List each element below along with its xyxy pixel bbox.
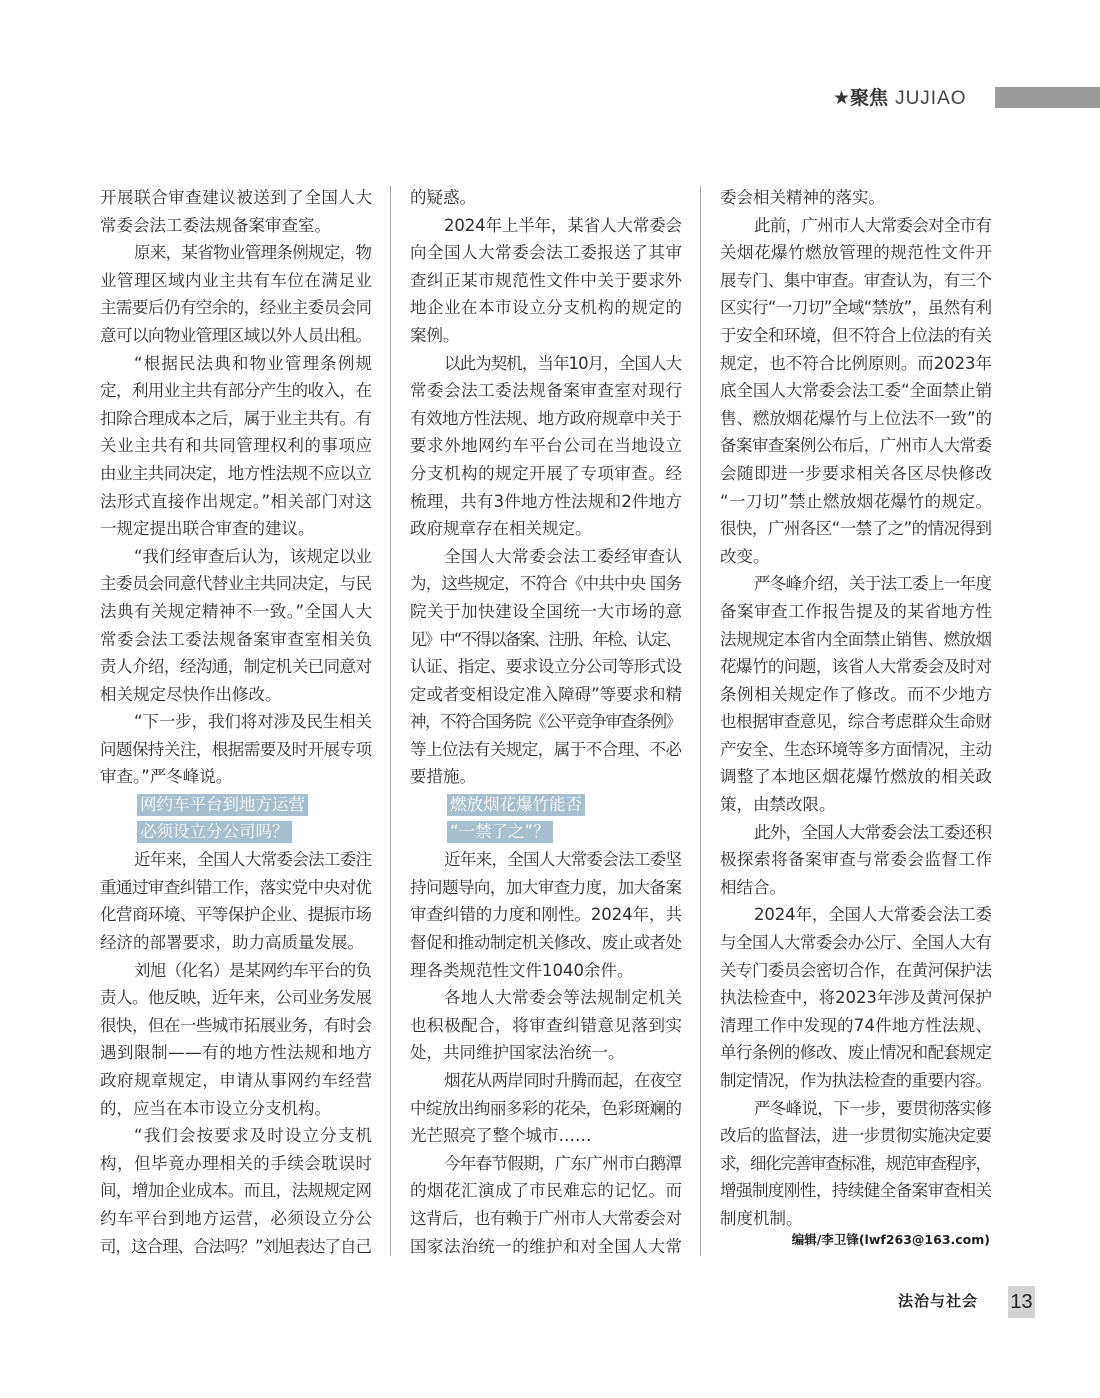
line-text: 增强制度刚性，持续健全备案审查相关 xyxy=(720,1181,992,1201)
line-text: 持问题导向，加大审查力度，加大备案 xyxy=(410,877,682,897)
paragraph xyxy=(410,212,682,350)
line-text: 司，这合理、合法吗？”刘旭表达了自己 xyxy=(100,1236,371,1256)
line-text: 梳理，共有3件地方性法规和2件地方 xyxy=(410,491,683,511)
paragraph xyxy=(410,350,682,543)
text-line xyxy=(100,901,372,929)
paragraph xyxy=(410,184,682,212)
line-text: 政府规章规定，申请从事网约车经营 xyxy=(100,1071,373,1090)
text-line xyxy=(720,543,992,571)
line-text: 于安全和环境，但不符合上位法的有关 xyxy=(720,325,992,345)
text-line xyxy=(720,460,992,488)
line-text: 关专门委员会密切合作，在黄河保护法 xyxy=(720,960,992,980)
line-text: 法规规定本省内全面禁止销售、燃放烟 xyxy=(720,629,992,649)
line-text: 近年来，全国人大常委会法工委坚 xyxy=(444,850,682,870)
text-line xyxy=(720,653,992,681)
line-text: 单行条例的修改、废止情况和配套规定 xyxy=(720,1043,992,1063)
heading-text: 网约车平台到地方运营 xyxy=(137,794,308,816)
text-line xyxy=(100,239,372,267)
article-column xyxy=(410,184,682,1260)
line-text: 的，应当在本市设立分支机构。 xyxy=(100,1098,331,1118)
line-text: 原来，某省物业管理条例规定，物 xyxy=(134,243,372,263)
line-text: 各地人大常委会等法规制定机关 xyxy=(444,988,683,1008)
text-line xyxy=(100,846,372,874)
text-line xyxy=(410,377,682,405)
text-line xyxy=(410,294,682,322)
paragraph xyxy=(100,350,372,543)
text-line xyxy=(720,957,992,985)
text-line xyxy=(720,846,992,874)
text-line xyxy=(100,460,372,488)
line-text: 分支机构的规定开展了专项审查。经 xyxy=(410,463,683,483)
line-text: 构，但毕竟办理相关的手续会耽误时 xyxy=(100,1153,373,1173)
column-divider xyxy=(390,186,391,1256)
text-line xyxy=(100,763,372,791)
heading-text: 必须设立分公司吗？ xyxy=(137,821,292,843)
line-text: 定或者变相设定准入障碍”等要求和精 xyxy=(410,684,682,704)
paragraph xyxy=(410,1150,682,1260)
text-line xyxy=(100,957,372,985)
text-line xyxy=(410,1095,682,1123)
text-line xyxy=(100,1150,372,1178)
text-line xyxy=(100,543,372,571)
line-text: 有效地方性法规、地方政府规章中关于 xyxy=(410,408,682,428)
line-text: 也根据审查意见，综合考虑群众生命财 xyxy=(720,712,992,732)
text-line xyxy=(100,184,372,212)
line-text: 扣除合理成本之后，属于业主共有。有 xyxy=(100,408,372,428)
line-text: 关业主共有和共同管理权利的事项应 xyxy=(100,436,373,456)
text-line xyxy=(720,1039,992,1067)
text-line xyxy=(720,681,992,709)
line-text: 今年春节假期，广东广州市白鹅潭 xyxy=(444,1153,682,1173)
text-line xyxy=(720,515,992,543)
text-line xyxy=(720,1122,992,1150)
line-text: 条例相关规定作了修改。而不少地方 xyxy=(720,684,993,704)
line-text: 2024年，全国人大常委会法工委 xyxy=(754,905,992,925)
paragraph xyxy=(100,184,372,239)
line-text: 很快，但在一些城市拓展业务，有时会 xyxy=(100,1015,372,1035)
text-line xyxy=(100,1095,372,1123)
line-text: 要求外地网约车平台公司在当地设立 xyxy=(410,436,683,456)
line-text: 责人。他反映，近年来，公司业务发展 xyxy=(100,988,372,1008)
heading-line xyxy=(100,791,372,819)
text-line xyxy=(720,239,992,267)
line-text: 案例。 xyxy=(410,325,460,345)
line-text: 为，这些规定，不符合《中共中央 国务 xyxy=(410,574,682,594)
line-text: 遇到限制——有的地方性法规和地方 xyxy=(100,1043,373,1063)
line-text: 关烟花爆竹燃放管理的规范性文件开 xyxy=(720,243,993,263)
line-text: 化营商环境、平等保护企业、提振市场 xyxy=(100,905,372,925)
text-line xyxy=(410,432,682,460)
line-text: 主委员会同意代替业主共同决定，与民 xyxy=(100,574,372,594)
text-line xyxy=(720,294,992,322)
heading-text: “一禁了之”？ xyxy=(447,821,553,843)
line-text: 全国人大常委会法工委经审查认 xyxy=(444,546,683,566)
section-heading xyxy=(410,791,682,846)
text-line xyxy=(410,957,682,985)
paragraph xyxy=(720,184,992,212)
line-text: 见》中“不得以备案、注册、年检、认定、 xyxy=(410,629,681,649)
paragraph xyxy=(100,846,372,956)
section-title: 聚焦 xyxy=(850,87,889,109)
text-line xyxy=(100,929,372,957)
line-text: 极探索将备案审查与常委会监督工作 xyxy=(720,850,993,870)
line-text: 展专门、集中审查。审查认为，有三个 xyxy=(720,270,992,290)
text-line xyxy=(720,984,992,1012)
line-text: 此外，全国人大常委会法工委还积 xyxy=(754,822,992,842)
article-column xyxy=(720,184,992,1233)
line-text: 清理工作中发现的74件地方性法规、 xyxy=(720,1015,993,1035)
header-bar xyxy=(995,87,1100,108)
heading-text: 燃放烟花爆竹能否 xyxy=(447,794,585,816)
line-text: 备案审查工作报告提及的某省地方性 xyxy=(720,601,993,621)
paragraph xyxy=(720,570,992,818)
text-line xyxy=(720,1205,992,1233)
text-line xyxy=(720,350,992,378)
line-text: 开展联合审查建议被送到了全国人大 xyxy=(100,188,373,207)
text-line xyxy=(720,267,992,295)
text-line xyxy=(410,653,682,681)
text-line xyxy=(720,184,992,212)
line-text: 要措施。 xyxy=(410,767,476,787)
text-line xyxy=(720,874,992,902)
paragraph xyxy=(410,543,682,791)
line-text: 求，细化完善审查标准，规范审查程序， xyxy=(720,1153,991,1173)
editor-credit: 编辑/李卫锋(lwf263@163.com) xyxy=(791,1232,990,1247)
line-text: 这背后，也有赖于广州市人大常委会对 xyxy=(410,1208,682,1228)
text-line xyxy=(410,322,682,350)
line-text: 区实行“一刀切”全域“禁放”，虽然有利 xyxy=(720,298,992,318)
paragraph xyxy=(410,846,682,984)
text-line xyxy=(410,1067,682,1095)
line-text: 刘旭（化名）是某网约车平台的负 xyxy=(134,960,372,980)
text-line xyxy=(720,929,992,957)
text-line xyxy=(720,598,992,626)
text-line xyxy=(410,460,682,488)
text-line xyxy=(100,1233,372,1261)
line-text: “根据民法典和物业管理条例规 xyxy=(134,353,374,373)
paragraph xyxy=(720,212,992,571)
line-text: 等上位法有关规定，属于不合理、不必 xyxy=(410,739,682,759)
line-text: 处，共同维护国家法治统一。 xyxy=(410,1043,625,1063)
text-line xyxy=(410,543,682,571)
line-text: 此前，广州市人大常委会对全市有 xyxy=(754,215,992,235)
paragraph xyxy=(410,984,682,1067)
text-line xyxy=(410,1122,682,1150)
line-text: 责人介绍，经沟通，制定机关已同意对 xyxy=(100,657,372,677)
line-text: 花爆竹的问题，该省人大常委会及时对 xyxy=(720,657,992,677)
text-line xyxy=(410,267,682,295)
line-text: 经济的部署要求，助力高质量发展。 xyxy=(100,933,364,953)
line-text: 严冬峰说，下一步，要贯彻落实修 xyxy=(754,1098,992,1118)
line-text: 烟花从两岸同时升腾而起，在夜空 xyxy=(444,1071,682,1090)
text-line xyxy=(720,212,992,240)
line-text: 也积极配合，将审查纠错意见落到实 xyxy=(410,1015,683,1035)
line-text: “我们经审查后认为，该规定以业 xyxy=(134,546,372,566)
line-text: 意可以向物业管理区域以外人员出租。 xyxy=(100,325,372,345)
line-text: 调整了本地区烟花爆竹燃放的相关政 xyxy=(720,767,993,787)
line-text: 备案审查案例公布后，广州市人大常委 xyxy=(720,436,992,456)
text-line xyxy=(410,1150,682,1178)
text-line xyxy=(100,1122,372,1150)
line-text: 严冬峰介绍，关于法工委上一年度 xyxy=(754,574,992,594)
text-line xyxy=(410,984,682,1012)
text-line xyxy=(100,350,372,378)
text-line xyxy=(410,681,682,709)
text-line xyxy=(410,1039,682,1067)
text-line xyxy=(410,570,682,598)
paragraph xyxy=(100,543,372,709)
text-line xyxy=(410,763,682,791)
line-text: 策，由禁改限。 xyxy=(720,795,836,815)
line-text: 规定，也不符合比例原则。而2023年 xyxy=(720,353,992,373)
text-line xyxy=(100,736,372,764)
text-line xyxy=(100,984,372,1012)
line-text: 定，利用业主共有部分产生的收入，在 xyxy=(100,381,372,401)
text-line xyxy=(100,708,372,736)
line-text: 审查纠错的力度和刚性。2024年，共 xyxy=(410,905,682,925)
text-line xyxy=(720,488,992,516)
paragraph xyxy=(410,1067,682,1150)
paragraph xyxy=(720,901,992,1094)
line-text: 会随即进一步要求相关各区尽快修改 xyxy=(720,463,993,483)
line-text: 间，增加企业成本。而且，法规规定网 xyxy=(100,1181,372,1201)
text-line xyxy=(410,405,682,433)
text-line xyxy=(720,322,992,350)
text-line xyxy=(720,405,992,433)
line-text: 售、燃放烟花爆竹与上位法不一致”的 xyxy=(720,408,992,428)
text-line xyxy=(100,515,372,543)
line-text: 地企业在本市设立分支机构的规定的 xyxy=(410,298,683,318)
text-line xyxy=(100,1177,372,1205)
text-line xyxy=(720,1177,992,1205)
section-title-en: JUJIAO xyxy=(895,88,967,109)
line-text: 制定情况，作为执法检查的重要内容。 xyxy=(720,1071,992,1090)
text-line xyxy=(720,901,992,929)
line-text: 2024年上半年，某省人大常委会 xyxy=(444,215,682,235)
text-line xyxy=(720,377,992,405)
text-line xyxy=(720,1150,992,1178)
text-line xyxy=(100,598,372,626)
magazine-name: 法治与社会 xyxy=(898,1292,979,1310)
line-text: 常委会法工委法规备案审查室相关负 xyxy=(100,629,373,649)
page-number: 13 xyxy=(1008,1286,1035,1318)
paragraph xyxy=(100,957,372,1123)
line-text: “一刀切”禁止燃放烟花爆竹的规定。 xyxy=(720,491,993,511)
line-text: 相关规定尽快作出修改。 xyxy=(100,684,282,704)
text-line xyxy=(720,736,992,764)
text-line xyxy=(100,1039,372,1067)
line-text: 常委会法工委法规备案审查室。 xyxy=(100,215,331,235)
line-text: 由业主共同决定，地方性法规不应以立 xyxy=(100,463,372,483)
paragraph xyxy=(720,1095,992,1233)
line-text: 法形式直接作出规定。”相关部门对这 xyxy=(100,491,373,511)
line-text: 中绽放出绚丽多彩的花朵，色彩斑斓的 xyxy=(410,1098,682,1118)
star-icon: ★ xyxy=(833,87,851,109)
line-text: 国家法治统一的维护和对全国人大常 xyxy=(410,1236,683,1256)
text-line xyxy=(410,184,682,212)
line-text: 政府规章存在相关规定。 xyxy=(410,519,592,539)
text-line xyxy=(100,1067,372,1095)
line-text: 业管理区域内业主共有车位在满足业 xyxy=(100,270,373,290)
text-line xyxy=(410,901,682,929)
text-line xyxy=(410,239,682,267)
line-text: 的疑惑。 xyxy=(410,188,476,207)
line-text: 执法检查中，将2023年涉及黄河保护 xyxy=(720,988,992,1008)
text-line xyxy=(410,846,682,874)
text-line xyxy=(100,294,372,322)
text-line xyxy=(410,1177,682,1205)
line-text: 制度机制。 xyxy=(720,1208,803,1228)
text-line xyxy=(100,1012,372,1040)
text-line xyxy=(100,377,372,405)
line-text: 理各类规范性文件1040余件。 xyxy=(410,960,634,980)
line-text: 光芒照亮了整个城市…… xyxy=(410,1126,592,1146)
text-line xyxy=(410,1205,682,1233)
heading-line xyxy=(410,819,682,847)
article-column xyxy=(100,184,372,1260)
text-line xyxy=(410,598,682,626)
text-line xyxy=(100,570,372,598)
heading-line xyxy=(410,791,682,819)
line-text: 审查。”严冬峰说。 xyxy=(100,767,233,787)
line-text: 法典有关规定精神不一致。”全国人大 xyxy=(100,601,373,621)
column-divider xyxy=(700,186,701,1256)
text-line xyxy=(410,1012,682,1040)
section-header xyxy=(833,84,967,112)
line-text: 以此为契机，当年10月，全国人大 xyxy=(444,353,682,373)
text-line xyxy=(720,432,992,460)
paragraph xyxy=(100,239,372,349)
line-text: 与全国人大常委会办公厅、全国人大有 xyxy=(720,933,992,953)
line-text: 查纠正某市规范性文件中关于要求外 xyxy=(410,270,683,290)
text-line xyxy=(410,929,682,957)
text-line xyxy=(410,708,682,736)
line-text: 认证、指定、要求设立分公司等形式设 xyxy=(410,657,682,677)
text-line xyxy=(100,874,372,902)
text-line xyxy=(100,267,372,295)
line-text: 问题保持关注，根据需要及时开展专项 xyxy=(100,739,372,759)
line-text: “下一步，我们将对涉及民生相关 xyxy=(134,712,372,732)
text-line xyxy=(410,350,682,378)
text-line xyxy=(100,212,372,240)
line-text: 神，不符合国务院《公平竞争审查条例》 xyxy=(410,712,681,732)
line-text: 向全国人大常委会法工委报送了其审 xyxy=(410,243,683,263)
text-line xyxy=(720,819,992,847)
line-text: 院关于加快建设全国统一大市场的意 xyxy=(410,601,683,621)
text-line xyxy=(100,432,372,460)
text-line xyxy=(100,322,372,350)
line-text: 重通过审查纠错工作，落实党中央对优 xyxy=(100,877,372,897)
text-line xyxy=(720,626,992,654)
line-text: 改后的监督法，进一步贯彻实施决定要 xyxy=(720,1126,992,1146)
paragraph xyxy=(100,708,372,791)
text-line xyxy=(720,708,992,736)
line-text: 的烟花汇演成了市民难忘的记忆。而 xyxy=(410,1181,683,1201)
text-line xyxy=(720,791,992,819)
text-line xyxy=(410,874,682,902)
line-text: 很快，广州各区“一禁了之”的情况得到 xyxy=(720,519,992,539)
paragraph xyxy=(100,1122,372,1260)
line-text: “我们会按要求及时设立分支机 xyxy=(134,1126,374,1146)
text-line xyxy=(410,1233,682,1261)
text-line xyxy=(100,626,372,654)
text-line xyxy=(720,1095,992,1123)
paragraph xyxy=(720,819,992,902)
text-line xyxy=(410,736,682,764)
section-heading xyxy=(100,791,372,846)
text-line xyxy=(100,653,372,681)
line-text: 委会相关精神的落实。 xyxy=(720,188,885,207)
text-line xyxy=(720,1012,992,1040)
line-text: 相结合。 xyxy=(720,877,786,897)
text-line xyxy=(410,488,682,516)
text-line xyxy=(720,1067,992,1095)
text-line xyxy=(100,405,372,433)
text-line xyxy=(100,1205,372,1233)
text-line xyxy=(410,626,682,654)
text-line xyxy=(410,212,682,240)
text-line xyxy=(410,515,682,543)
line-text: 产安全、生态环境等多方面情况，主动 xyxy=(720,739,992,759)
line-text: 常委会法工委法规备案审查室对现行 xyxy=(410,381,683,401)
line-text: 一规定提出联合审查的建议。 xyxy=(100,519,315,539)
text-line xyxy=(100,488,372,516)
line-text: 督促和推动制定机关修改、废止或者处 xyxy=(410,933,682,953)
text-line xyxy=(100,681,372,709)
line-text: 主需要后仍有空余的，经业主委员会同 xyxy=(100,298,372,318)
line-text: 改变。 xyxy=(720,546,770,566)
text-line xyxy=(720,570,992,598)
line-text: 约车平台到地方运营，必须设立分公 xyxy=(100,1208,373,1228)
line-text: 底全国人大常委会法工委“全面禁止销 xyxy=(720,381,992,401)
text-line xyxy=(720,763,992,791)
heading-line xyxy=(100,819,372,847)
line-text: 近年来，全国人大常委会法工委注 xyxy=(134,850,372,870)
